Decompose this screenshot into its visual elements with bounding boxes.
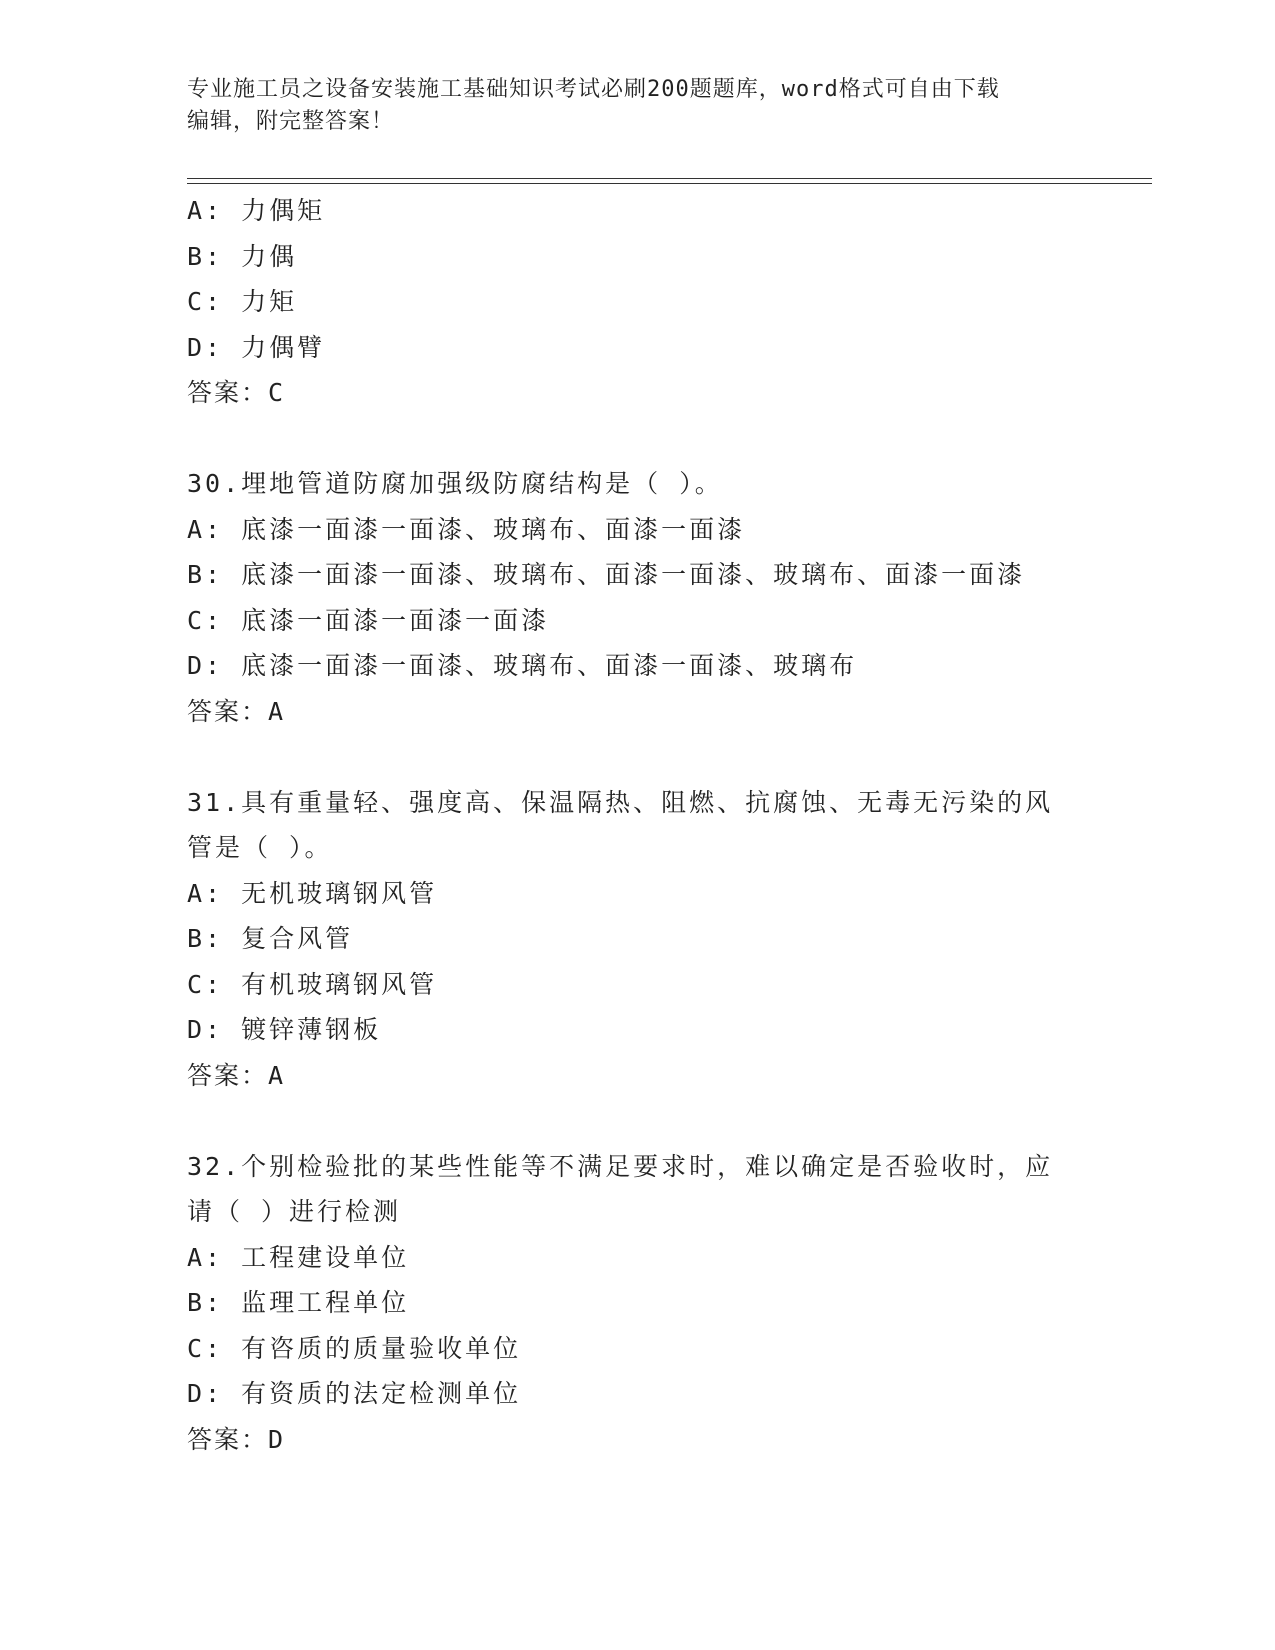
question-stem-line: 32.个别检验批的某些性能等不满足要求时，难以确定是否验收时，应 — [187, 1151, 1054, 1181]
option-c: C: 有机玻璃钢风管 — [187, 969, 438, 999]
spacer — [187, 416, 1087, 462]
option-a: A: 无机玻璃钢风管 — [187, 878, 438, 908]
document-header — [187, 74, 1067, 138]
option-d: D: 底漆一面漆一面漆、玻璃布、面漆一面漆、玻璃布 — [187, 651, 858, 680]
answer-line: 答案：C — [187, 378, 286, 407]
option-c: C: 力矩 — [187, 287, 298, 316]
answer-line: 答案：A — [187, 696, 286, 726]
question-stem-line: 31.具有重量轻、强度高、保温隔热、阻燃、抗腐蚀、无毒无污染的风 — [187, 787, 1054, 817]
question-block-31 — [187, 780, 1087, 1099]
option-b: B: 力偶 — [187, 241, 298, 271]
option-d: D: 镀锌薄钢板 — [187, 1015, 382, 1044]
question-list — [187, 188, 1087, 1462]
question-block-32 — [187, 1144, 1087, 1463]
answer-line: 答案：A — [187, 1060, 286, 1090]
answer-line: 答案：D — [187, 1424, 286, 1454]
option-b: B: 监理工程单位 — [187, 1288, 410, 1317]
option-b: B: 底漆一面漆一面漆、玻璃布、面漆一面漆、玻璃布、面漆一面漆 — [187, 560, 1026, 589]
question-stem-line: 管是（ ）。 — [187, 833, 333, 862]
header-divider-bottom — [187, 183, 1152, 184]
option-c: C: 有咨质的质量验收单位 — [187, 1333, 522, 1363]
header-divider-top — [187, 178, 1152, 179]
option-d: D: 力偶臂 — [187, 332, 326, 362]
question-stem — [187, 780, 1067, 871]
option-d: D: 有资质的法定检测单位 — [187, 1379, 522, 1408]
question-stem-line: 请（ ）进行检测 — [187, 1197, 402, 1226]
question-stem — [187, 1144, 1067, 1235]
header-title-line-2: 编辑，附完整答案！ — [187, 109, 395, 134]
header-title-line-1: 专业施工员之设备安装施工基础知识考试必刷200题题库，word格式可自由下载 — [187, 77, 1000, 102]
question-stem — [187, 461, 1067, 507]
question-stem-line: 30.埋地管道防腐加强级防腐结构是（ ）。 — [187, 469, 723, 498]
question-block-continued — [187, 188, 1087, 416]
spacer — [187, 734, 1087, 780]
option-a: A: 工程建设单位 — [187, 1242, 410, 1272]
option-a: A: 力偶矩 — [187, 196, 326, 225]
option-a: A: 底漆一面漆一面漆、玻璃布、面漆一面漆 — [187, 514, 746, 544]
question-block-30 — [187, 461, 1087, 734]
option-b: B: 复合风管 — [187, 924, 354, 953]
option-c: C: 底漆一面漆一面漆一面漆 — [187, 605, 550, 635]
spacer — [187, 1098, 1087, 1144]
